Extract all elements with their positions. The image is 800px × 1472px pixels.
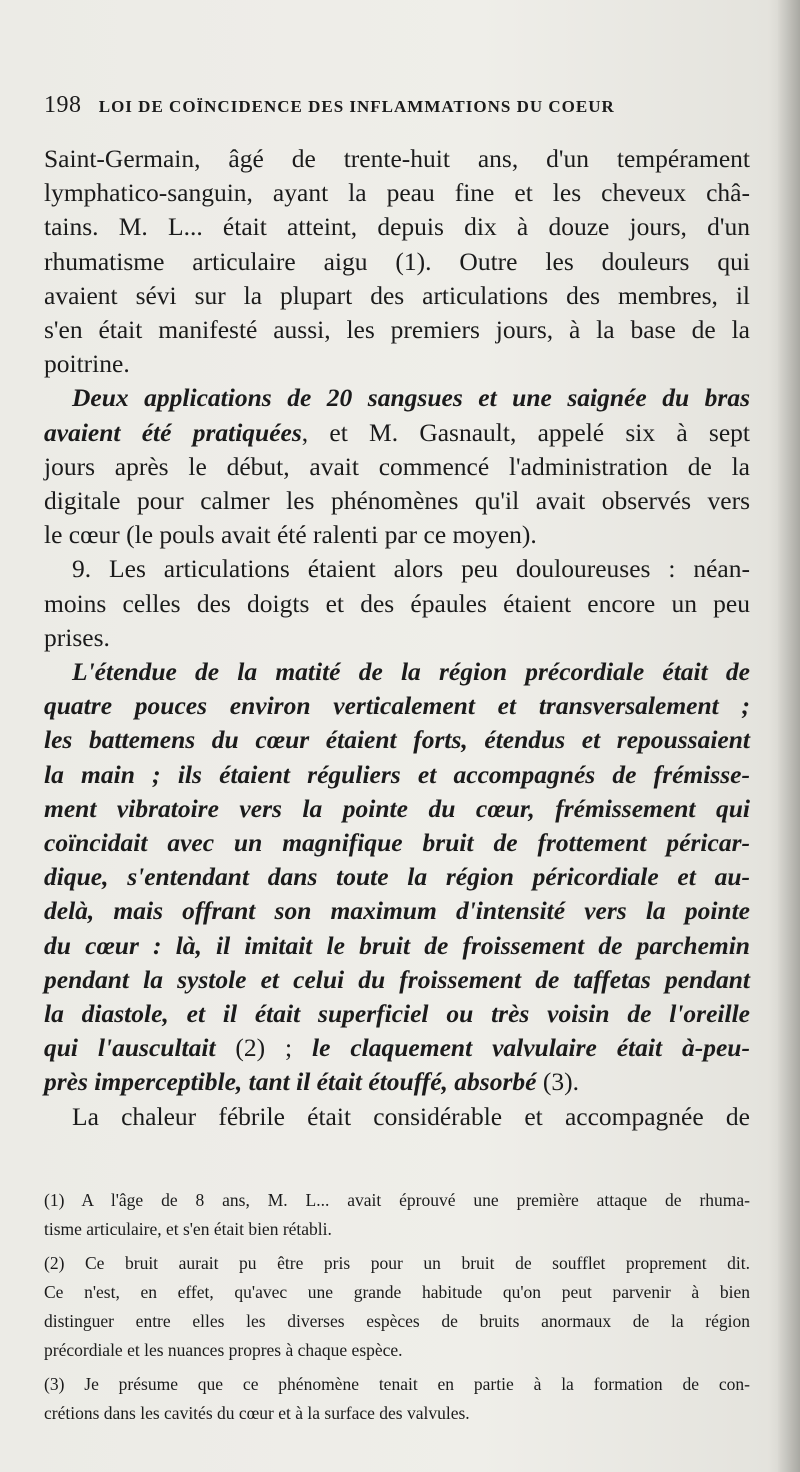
text-line (44, 826, 750, 860)
roman-run: rhumatisme articulaire aigu (1). Outre les douleurs qui (44, 246, 750, 276)
italic-run: du cœur : là, il imitait le bruit de froissement de parchemin (44, 930, 750, 960)
italic-run: Deux applications de 20 sangsues et une saignée du bras (72, 383, 750, 413)
italic-run: L'étendue de la matité de la région précordiale était de (72, 657, 750, 687)
roman-run: tains. M. L... était atteint, depuis dix à douze jours, d'un (44, 212, 750, 242)
roman-run: poitrine. (44, 349, 130, 379)
footnote-line: crétions dans les cavités du cœur et à la surface des valvules. (44, 1403, 470, 1423)
roman-run: lymphatico-sanguin, ayant la peau fine et les cheveux châ- (44, 178, 750, 208)
text-line (44, 894, 750, 928)
text-line (44, 655, 750, 689)
roman-run: 9. Les articulations étaient alors peu douloureuses : néan- (72, 554, 750, 584)
text-line (44, 279, 750, 313)
text-line (44, 997, 750, 1031)
text-line (44, 450, 750, 484)
text-line (44, 416, 750, 450)
text-line (44, 313, 750, 347)
text-line (44, 552, 750, 586)
italic-run: la diastole, et il était superficiel ou très voisin de l'oreille (44, 999, 750, 1029)
roman-run: Saint-Germain, âgé de trente-huit ans, d'un tempérament (44, 144, 750, 173)
text-line (44, 1031, 750, 1065)
footnote (44, 1370, 750, 1428)
footnote-line: précordiale et les nuances propres à chaque espèce. (44, 1340, 403, 1360)
italic-run: près imperceptible, tant il était étouffé, absorbé (44, 1067, 537, 1097)
text-line (44, 689, 750, 723)
footnote (44, 1249, 750, 1365)
italic-run: le claquement valvulaire était à-peu- (312, 1033, 750, 1063)
text-line (44, 792, 750, 826)
roman-run: avaient sévi sur la plupart des articulations des membres, il (44, 280, 750, 310)
roman-run: moins celles des doigts et des épaules étaient encore un peu (44, 588, 750, 618)
roman-run: (2) ; (215, 1033, 313, 1063)
italic-run: les battemens du cœur étaient forts, étendus et repoussaient (44, 725, 750, 755)
footnotes (44, 1186, 750, 1433)
footnote-line: Ce n'est, en effet, qu'avec une grande habitude qu'on peut parvenir à bien (44, 1282, 750, 1302)
footnote-line: tisme articulaire, et s'en était bien rétabli. (44, 1219, 332, 1239)
roman-run: (3). (536, 1067, 579, 1097)
text-line (44, 758, 750, 792)
roman-run: jours après le début, avait commencé l'administration de la (44, 451, 750, 481)
text-line (44, 484, 750, 518)
text-line (44, 1100, 750, 1134)
italic-run: ment vibratoire vers la pointe du cœur, frémissement qui (44, 793, 750, 823)
italic-run: avaient été pratiquées (44, 417, 302, 447)
roman-run: le cœur (le pouls avait été ralenti par ce moyen). (44, 520, 537, 550)
italic-run: quatre pouces environ verticalement et transversalement ; (44, 691, 750, 721)
text-line (44, 929, 750, 963)
body-text (44, 142, 750, 1134)
text-line (44, 963, 750, 997)
italic-run: delà, mais offrant son maximum d'intensité vers la pointe (44, 896, 750, 926)
footnote-line: (2) Ce bruit aurait pu être pris pour un bruit de soufflet proprement dit. (44, 1253, 750, 1273)
page-number: 198 (44, 92, 82, 118)
text-line (44, 381, 750, 415)
text-line (44, 621, 750, 655)
text-line (44, 347, 750, 381)
text-line (44, 518, 750, 552)
text-line (44, 1065, 750, 1099)
roman-run: digitale pour calmer les phénomènes qu'il avait observés vers (44, 486, 750, 516)
text-line (44, 860, 750, 894)
italic-run: coïncidait avec un magnifique bruit de frottement péricar- (44, 828, 750, 858)
italic-run: dique, s'entendant dans toute la région péricordiale et au- (44, 862, 750, 892)
text-line (44, 587, 750, 621)
italic-run: pendant la systole et celui du froissement de taffetas pendant (44, 964, 750, 994)
text-line (44, 245, 750, 279)
footnote (44, 1186, 750, 1244)
text-line (44, 176, 750, 210)
roman-run: , et M. Gasnault, appelé six à sept (301, 417, 750, 447)
roman-run: La chaleur fébrile était considérable et accompagnée de (72, 1101, 750, 1131)
footnote-line: (1) A l'âge de 8 ans, M. L... avait éprouvé une première attaque de rhuma- (44, 1190, 750, 1210)
italic-run: la main ; ils étaient réguliers et accompagnés de frémisse- (44, 759, 750, 789)
text-line (44, 210, 750, 244)
text-line (44, 142, 750, 176)
roman-run: prises. (44, 622, 110, 652)
running-title: LOI DE COÏNCIDENCE DES INFLAMMATIONS DU COEUR (98, 97, 615, 116)
page-spine-shadow (778, 0, 800, 1472)
text-line (44, 723, 750, 757)
roman-run: s'en était manifesté aussi, les premiers jours, à la base de la (44, 315, 750, 345)
italic-run: qui l'auscultait (44, 1033, 216, 1063)
footnote-line: distinguer entre elles les diverses espèces de bruits anormaux de la région (44, 1311, 750, 1331)
footnote-line: (3) Je présume que ce phénomène tenait en partie à la formation de con- (44, 1374, 750, 1394)
running-header (44, 92, 704, 119)
